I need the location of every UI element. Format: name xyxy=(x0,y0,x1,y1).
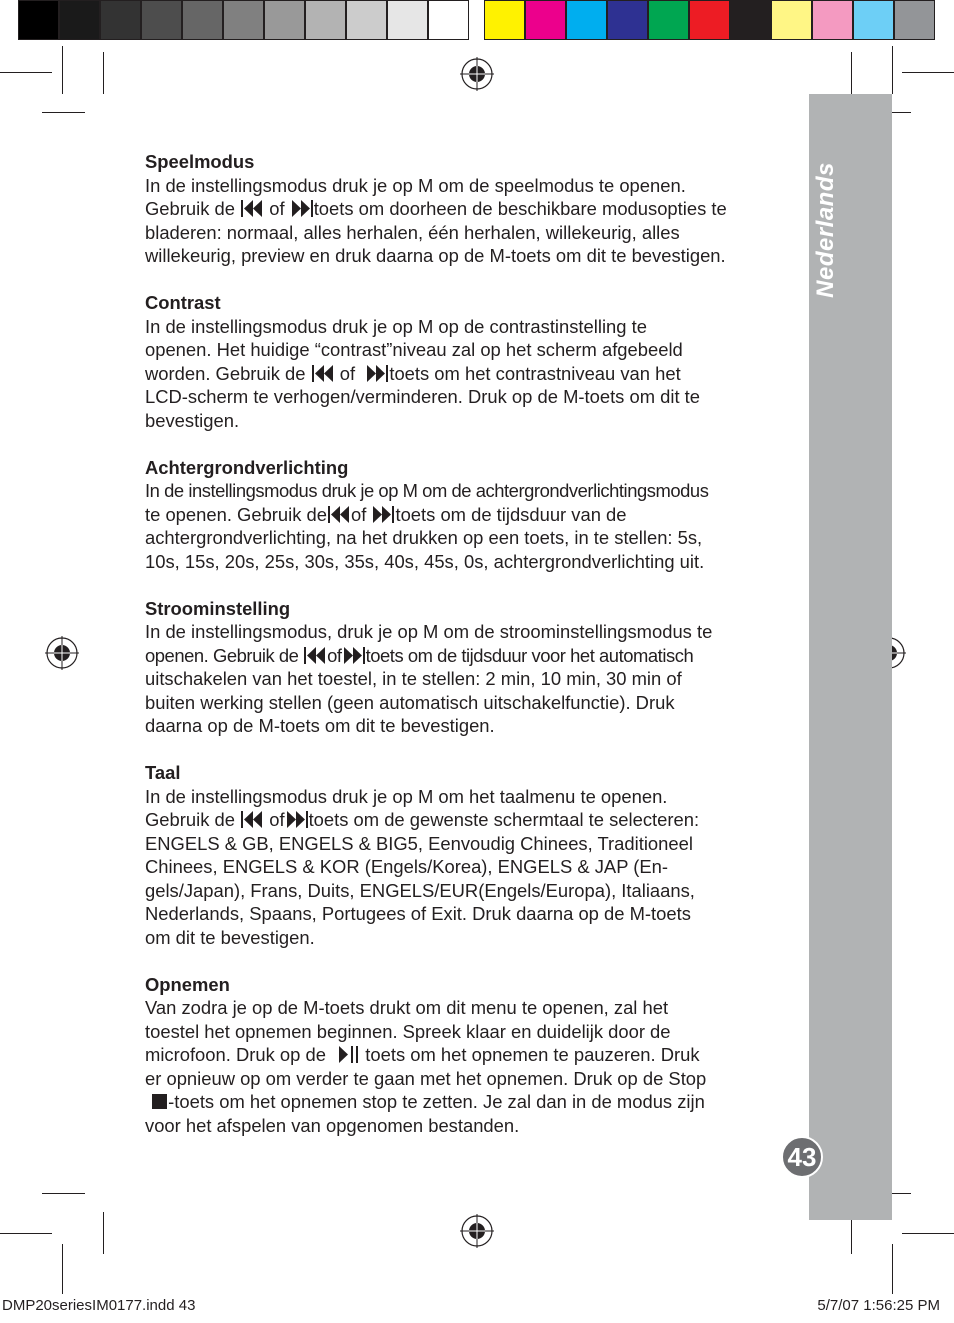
paragraph-line: bladeren: normaal, alles herhalen, één herhalen, willekeurig, alles xyxy=(145,221,680,243)
skip-previous-icon xyxy=(311,364,335,383)
play-pause-icon xyxy=(336,1045,360,1064)
text-span: toets om doorheen de beschikbare modusopties te xyxy=(313,198,727,219)
paragraph-line: uitschakelen van het toestel, in te stellen: 2 min, 10 min, 30 min of xyxy=(145,668,682,689)
gray-swatch xyxy=(428,0,469,40)
paragraph-line: In de instellingsmodus druk je op M op de contrastinstelling te xyxy=(145,315,647,337)
paragraph-line: openen. Het huidige “contrast”niveau zal op het scherm afgebeeld xyxy=(145,339,683,360)
text-span: toets om de gewenste schermtaal te selecteren: xyxy=(308,809,700,830)
paragraph-line: er opnieuw op om verder te gaan met het opnemen. Druk op de Stop xyxy=(145,1067,707,1089)
paragraph-line: In de instellingsmodus druk je op M om de achtergrondverlichtingsmodus xyxy=(145,480,709,501)
registration-mark-icon xyxy=(460,1214,494,1248)
text-span: openen. Gebruik de xyxy=(145,644,299,666)
paragraph-line xyxy=(145,362,770,386)
skip-next-icon xyxy=(365,364,389,383)
gray-swatch xyxy=(100,0,141,40)
gray-swatch xyxy=(182,0,223,40)
section-stroominstelling xyxy=(145,597,770,738)
paragraph-line xyxy=(145,503,770,527)
skip-previous-icon xyxy=(327,505,351,524)
paragraph-line: voor het afspelen van opgenomen bestanden. xyxy=(145,1114,520,1136)
registration-mark-icon xyxy=(460,57,494,91)
language-label xyxy=(806,150,846,310)
text-span: of xyxy=(269,198,285,219)
gray-swatch xyxy=(346,0,387,40)
paragraph-line xyxy=(145,1043,770,1067)
crop-mark xyxy=(902,1233,954,1234)
manual-text xyxy=(145,150,770,1161)
paragraph-line xyxy=(145,197,770,221)
crop-mark xyxy=(42,112,85,113)
paragraph-line: In de instellingsmodus druk je op M om het taalmenu te openen. xyxy=(145,785,668,807)
crop-mark xyxy=(103,1212,104,1254)
paragraph-line: 10s, 15s, 20s, 25s, 30s, 35s, 40s, 45s, 0s, achtergrondverlichting uit. xyxy=(145,550,705,572)
paragraph-line: daarna op de M-toets om dit te bevestigen. xyxy=(145,715,495,736)
paragraph-line: bevestigen. xyxy=(145,409,240,431)
gray-swatch xyxy=(18,0,59,40)
color-swatch xyxy=(730,0,771,40)
paragraph-line: Chinees, ENGELS & KOR (Engels/Korea), ENGELS & JAP (En- xyxy=(145,856,668,877)
section-contrast xyxy=(145,291,770,432)
text-span: Gebruik de xyxy=(145,809,235,830)
color-swatch xyxy=(566,0,607,40)
text-span: toets om het opnemen te pauzeren. Druk xyxy=(365,1044,700,1065)
paragraph-line xyxy=(145,808,770,832)
skip-next-icon xyxy=(285,810,309,829)
gray-swatch xyxy=(387,0,428,40)
color-swatch xyxy=(894,0,935,40)
text-span: toets om het contrastniveau van het xyxy=(389,362,681,384)
crop-mark xyxy=(892,1244,893,1294)
paragraph-line: ENGELS & GB, ENGELS & BIG5, Eenvoudig Chinees, Traditioneel xyxy=(145,832,693,854)
section-taal xyxy=(145,761,770,949)
paragraph-line: gels/Japan), Frans, Duits, ENGELS/EUR(Engels/Europa), Italiaans, xyxy=(145,879,695,901)
skip-next-icon xyxy=(371,505,395,524)
gray-swatch xyxy=(223,0,264,40)
color-swatch xyxy=(525,0,566,40)
language-label-text: Nederlands xyxy=(812,162,839,298)
section-title: Speelmodus xyxy=(145,151,255,172)
color-swatch xyxy=(607,0,648,40)
section-title: Stroominstelling xyxy=(145,597,291,619)
crop-mark xyxy=(892,46,893,94)
paragraph-line: Nederlands, Spaans, Portugees of Exit. Druk daarna op de M-toets xyxy=(145,903,691,924)
registration-mark-icon xyxy=(45,636,79,670)
crop-mark xyxy=(62,46,63,94)
paragraph-line: Van zodra je op de M-toets drukt om dit menu te openen, zal het xyxy=(145,997,669,1018)
skip-previous-icon xyxy=(240,810,264,829)
section-achtergrondverlichting xyxy=(145,456,770,574)
section-title: Contrast xyxy=(145,292,221,313)
text-span: of xyxy=(327,644,342,666)
color-swatch xyxy=(484,0,525,40)
footer-datetime: 5/7/07 1:56:25 PM xyxy=(817,1297,940,1314)
skip-previous-icon xyxy=(303,646,327,665)
text-span: toets om de tijdsduur voor het automatisch xyxy=(365,644,694,666)
paragraph-line: toestel het opnemen beginnen. Spreek klaar en duidelijk door de xyxy=(145,1020,671,1042)
color-swatch xyxy=(812,0,853,40)
stop-icon xyxy=(150,1093,168,1111)
crop-mark xyxy=(62,1244,63,1294)
color-swatch xyxy=(689,0,730,40)
crop-mark xyxy=(0,1233,52,1234)
paragraph-line xyxy=(145,1090,770,1114)
section-opnemen xyxy=(145,973,770,1138)
paragraph-line: LCD-scherm te verhogen/verminderen. Druk op de M-toets om dit te xyxy=(145,386,701,407)
page-number-badge: 43 xyxy=(781,1136,823,1178)
paragraph-line xyxy=(145,644,770,668)
crop-mark xyxy=(103,52,104,94)
paragraph-line: om dit te bevestigen. xyxy=(145,926,315,948)
section-title: Opnemen xyxy=(145,973,230,995)
text-span: of xyxy=(351,503,367,525)
section-title: Achtergrondverlichting xyxy=(145,456,349,478)
text-span: toets om de tijdsduur van de xyxy=(395,503,627,525)
paragraph-line: achtergrondverlichting, na het drukken op een toets, in te stellen: 5s, xyxy=(145,527,703,548)
color-swatch xyxy=(853,0,894,40)
text-span: Gebruik de xyxy=(145,198,235,219)
text-span: of xyxy=(269,809,285,830)
paragraph-line: buiten werking stellen (geen automatisch uitschakelfunctie). Druk xyxy=(145,691,675,713)
skip-previous-icon xyxy=(240,199,264,218)
paragraph-line: In de instellingsmodus, druk je op M om de stroominstellingsmodus te xyxy=(145,621,713,642)
section-speelmodus xyxy=(145,150,770,268)
text-span: worden. Gebruik de xyxy=(145,362,306,384)
section-title: Taal xyxy=(145,762,181,783)
gray-swatch xyxy=(59,0,100,40)
text-span: te openen. Gebruik de xyxy=(145,503,327,525)
grayscale-calibration-bar xyxy=(18,0,469,44)
footer-file-name: DMP20seriesIM0177.indd 43 xyxy=(2,1297,196,1314)
gray-swatch xyxy=(264,0,305,40)
gray-swatch xyxy=(141,0,182,40)
crop-mark xyxy=(0,72,52,73)
paragraph-line: willekeurig, preview en druk daarna op de M-toets om dit te bevestigen. xyxy=(145,245,726,266)
gray-swatch xyxy=(305,0,346,40)
color-swatch xyxy=(648,0,689,40)
text-span: -toets om het opnemen stop te zetten. Je zal dan in de modus zijn xyxy=(168,1091,705,1112)
text-span: of xyxy=(339,362,356,384)
crop-mark xyxy=(851,52,852,94)
color-calibration-bar xyxy=(484,0,935,44)
skip-next-icon xyxy=(342,646,366,665)
paragraph-line: In de instellingsmodus druk je op M om de speelmodus te openen. xyxy=(145,174,686,196)
color-swatch xyxy=(771,0,812,40)
text-span: microfoon. Druk op de xyxy=(145,1044,326,1065)
crop-mark xyxy=(42,1193,85,1194)
skip-next-icon xyxy=(290,199,314,218)
crop-mark xyxy=(902,72,954,73)
